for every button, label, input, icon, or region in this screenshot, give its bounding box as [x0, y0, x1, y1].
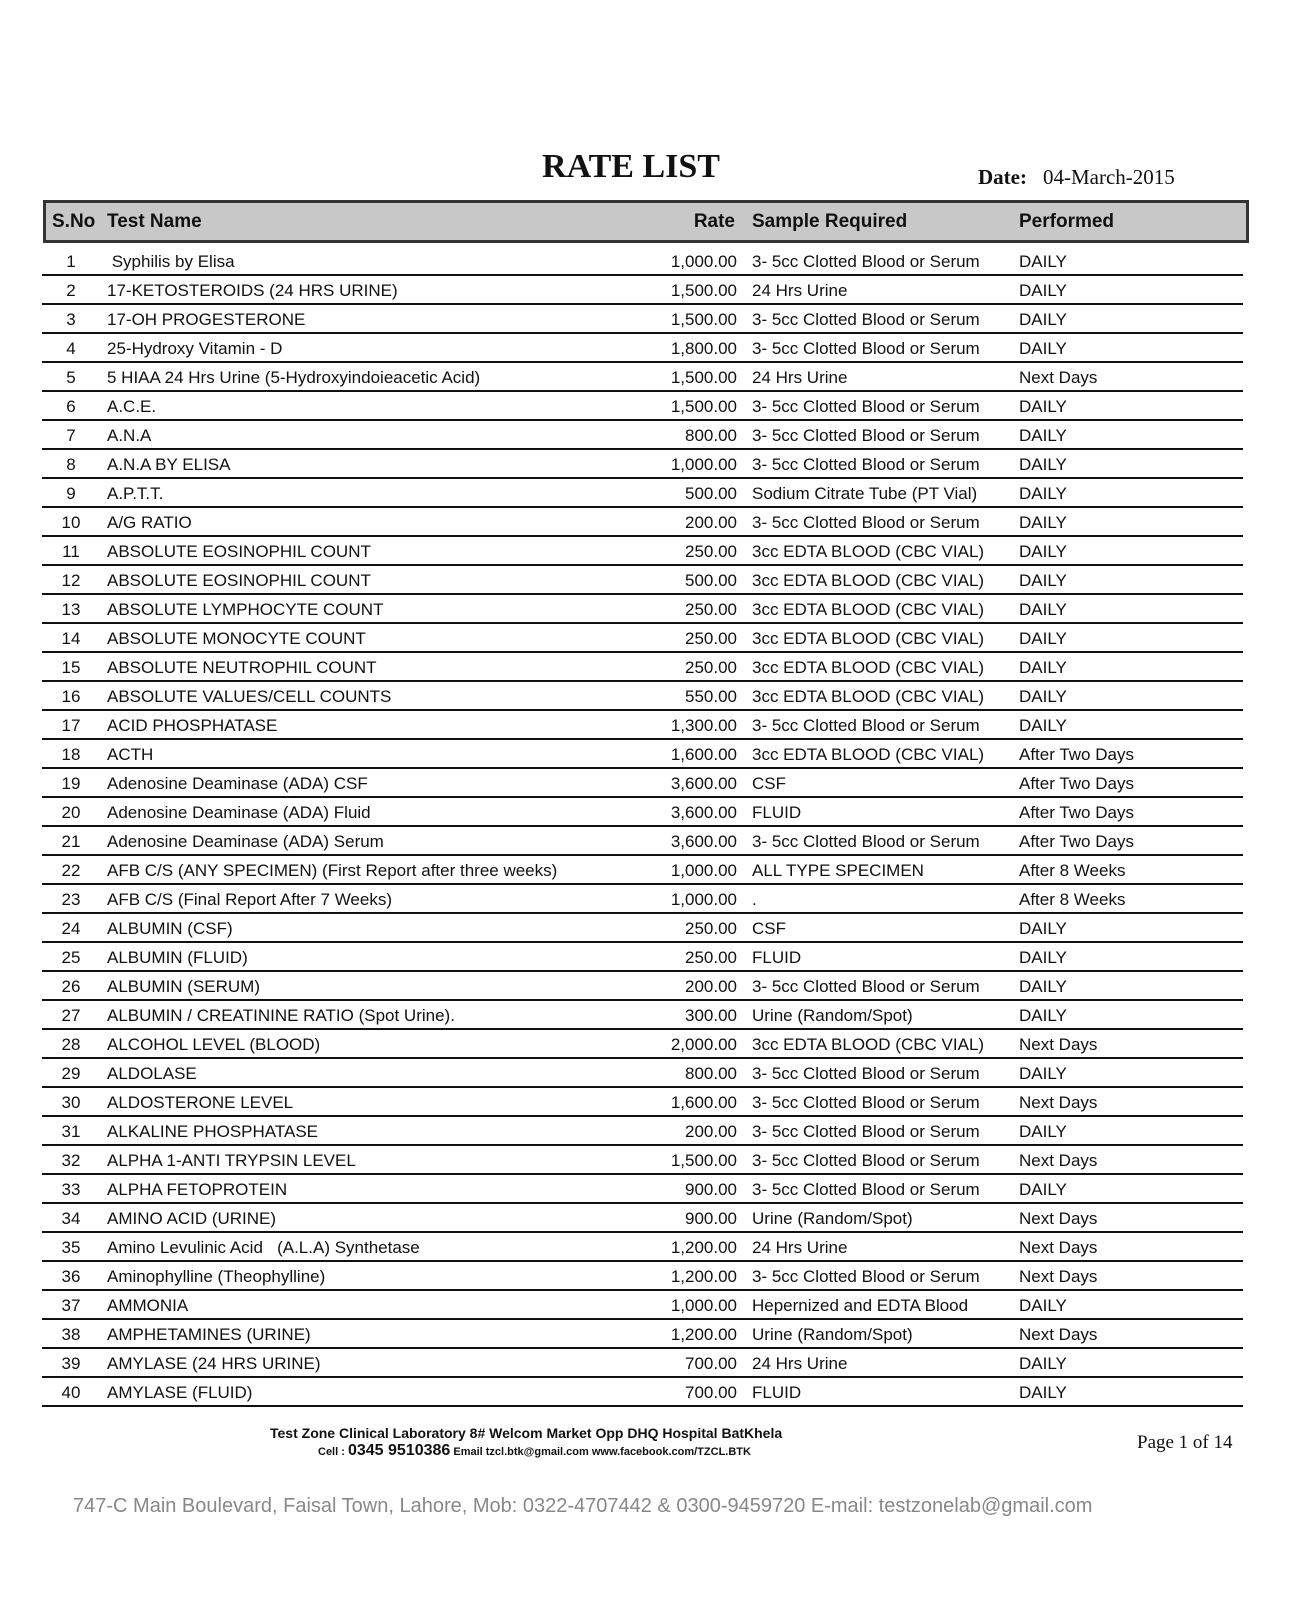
test-name-cell: ALPHA 1-ANTI TRYPSIN LEVEL [107, 1151, 356, 1170]
sno-cell: 12 [61, 571, 81, 590]
test-name-cell: 5 HIAA 24 Hrs Urine (5-Hydroxyindoieacetic Acid) [107, 368, 481, 387]
test-name-cell: ABSOLUTE LYMPHOCYTE COUNT [107, 600, 384, 619]
table-row [42, 1291, 1243, 1320]
test-name-cell: ALCOHOL LEVEL (BLOOD) [107, 1035, 321, 1054]
header-rate: Rate [693, 211, 735, 232]
header-performed: Performed [1019, 211, 1115, 232]
rate-cell: 1,500.00 [670, 310, 737, 329]
performed-cell: DAILY [1019, 1383, 1067, 1402]
sample-cell: CSF [752, 919, 786, 938]
sample-cell: 3cc EDTA BLOOD (CBC VIAL) [752, 571, 985, 590]
sno-cell: 20 [61, 803, 81, 822]
test-name-cell: ABSOLUTE NEUTROPHIL COUNT [107, 658, 377, 677]
sample-cell: 3cc EDTA BLOOD (CBC VIAL) [752, 687, 985, 706]
table-row [42, 450, 1243, 479]
sno-cell: 19 [61, 774, 81, 793]
performed-cell: DAILY [1019, 600, 1067, 619]
table-row [42, 479, 1243, 508]
table-header [43, 200, 1249, 243]
performed-cell: DAILY [1019, 484, 1067, 503]
sample-cell: 24 Hrs Urine [752, 1354, 848, 1373]
performed-cell: DAILY [1019, 339, 1067, 358]
date-value: 04-March-2015 [1042, 165, 1175, 189]
sample-cell: 3- 5cc Clotted Blood or Serum [752, 977, 980, 996]
sample-cell: 3- 5cc Clotted Blood or Serum [752, 252, 980, 271]
cell-label: Cell : [318, 1446, 345, 1458]
sno-cell: 5 [66, 368, 76, 387]
rate-table [42, 247, 1243, 1407]
table-row [42, 856, 1243, 885]
rate-cell: 700.00 [685, 1383, 737, 1402]
performed-cell: DAILY [1019, 513, 1067, 532]
test-name-cell: 25-Hydroxy Vitamin - D [107, 339, 283, 358]
rate-cell: 250.00 [685, 658, 737, 677]
test-name-cell: ALBUMIN (FLUID) [107, 948, 248, 967]
sno-cell: 14 [61, 629, 81, 648]
rate-cell: 1,500.00 [670, 281, 737, 300]
sample-cell: 3- 5cc Clotted Blood or Serum [752, 310, 980, 329]
sno-cell: 15 [61, 658, 81, 677]
table-row [42, 1146, 1243, 1175]
table-row [42, 305, 1243, 334]
table-row [42, 740, 1243, 769]
test-name-cell: AMINO ACID (URINE) [107, 1209, 277, 1228]
performed-cell: DAILY [1019, 455, 1067, 474]
table-row [42, 769, 1243, 798]
sample-cell: 3- 5cc Clotted Blood or Serum [752, 1180, 980, 1199]
test-name-cell: ALPHA FETOPROTEIN [107, 1180, 288, 1199]
rate-cell: 500.00 [685, 571, 737, 590]
rate-cell: 1,200.00 [670, 1238, 737, 1257]
rate-cell: 250.00 [685, 919, 737, 938]
test-name-cell: A.C.E. [107, 397, 157, 416]
performed-cell: DAILY [1019, 658, 1067, 677]
address: 747-C Main Boulevard, Faisal Town, Lahore, Mob: 0322-4707442 & 0300-9459720 E-mail: testzonelab@gmail.com [73, 1495, 1093, 1517]
sno-cell: 6 [66, 397, 76, 416]
sno-cell: 26 [61, 977, 81, 996]
table-row [42, 537, 1243, 566]
performed-cell: After Two Days [1019, 803, 1134, 822]
sno-cell: 7 [66, 426, 76, 445]
rate-cell: 1,200.00 [670, 1267, 737, 1286]
table-row [42, 914, 1243, 943]
sample-cell: FLUID [752, 948, 802, 967]
rate-cell: 700.00 [685, 1354, 737, 1373]
sample-cell: Urine (Random/Spot) [752, 1006, 913, 1025]
sno-cell: 31 [61, 1122, 81, 1141]
rate-cell: 3,600.00 [670, 803, 737, 822]
sno-cell: 28 [61, 1035, 81, 1054]
sno-cell: 32 [61, 1151, 81, 1170]
test-name-cell: ABSOLUTE VALUES/CELL COUNTS [107, 687, 392, 706]
rate-cell: 250.00 [685, 542, 737, 561]
test-name-cell: Syphilis by Elisa [107, 252, 235, 271]
sno-cell: 34 [61, 1209, 81, 1228]
performed-cell: DAILY [1019, 716, 1067, 735]
performed-cell: DAILY [1019, 252, 1067, 271]
sno-cell: 9 [66, 484, 76, 503]
test-name-cell: A.N.A BY ELISA [107, 455, 231, 474]
performed-cell: DAILY [1019, 1296, 1067, 1315]
sno-cell: 33 [61, 1180, 81, 1199]
table-row [42, 1233, 1243, 1262]
sample-cell: 3- 5cc Clotted Blood or Serum [752, 1151, 980, 1170]
rate-cell: 1,000.00 [670, 861, 737, 880]
sno-cell: 13 [61, 600, 81, 619]
table-row [42, 1001, 1243, 1030]
test-name-cell: ALBUMIN (SERUM) [107, 977, 261, 996]
test-name-cell: AMPHETAMINES (URINE) [107, 1325, 311, 1344]
cell-number: 0345 9510386 [347, 1442, 451, 1459]
performed-cell: DAILY [1019, 1354, 1067, 1373]
sample-cell: 3- 5cc Clotted Blood or Serum [752, 1093, 980, 1112]
sample-cell: 3cc EDTA BLOOD (CBC VIAL) [752, 542, 985, 561]
rate-cell: 1,500.00 [670, 1151, 737, 1170]
table-row [42, 363, 1243, 392]
sample-cell: 3- 5cc Clotted Blood or Serum [752, 1064, 980, 1083]
rate-cell: 3,600.00 [670, 774, 737, 793]
test-name-cell: AMMONIA [107, 1296, 189, 1315]
page-number: Page 1 of 14 [1137, 1432, 1233, 1453]
sno-cell: 3 [66, 310, 76, 329]
test-name-cell: AMYLASE (24 HRS URINE) [107, 1354, 321, 1373]
sno-cell: 35 [61, 1238, 81, 1257]
sno-cell: 17 [61, 716, 81, 735]
performed-cell: Next Days [1019, 368, 1098, 387]
rate-cell: 1,500.00 [670, 368, 737, 387]
table-row [42, 624, 1243, 653]
sno-cell: 30 [61, 1093, 81, 1112]
sno-cell: 1 [66, 252, 76, 271]
performed-cell: DAILY [1019, 948, 1067, 967]
table-row [42, 827, 1243, 856]
test-name-cell: ALDOSTERONE LEVEL [107, 1093, 294, 1112]
table-row [42, 1030, 1243, 1059]
performed-cell: Next Days [1019, 1035, 1098, 1054]
table-row [42, 1088, 1243, 1117]
performed-cell: After Two Days [1019, 745, 1134, 764]
rate-cell: 2,000.00 [670, 1035, 737, 1054]
test-name-cell: AMYLASE (FLUID) [107, 1383, 253, 1402]
rate-cell: 900.00 [685, 1180, 737, 1199]
sno-cell: 11 [62, 542, 80, 561]
lab-contact [318, 1442, 751, 1460]
sample-cell: Sodium Citrate Tube (PT Vial) [752, 484, 978, 503]
sno-cell: 40 [61, 1383, 81, 1402]
performed-cell: DAILY [1019, 281, 1067, 300]
sno-cell: 4 [66, 339, 76, 358]
table-row [42, 276, 1243, 305]
rate-cell: 1,000.00 [670, 252, 737, 271]
sample-cell: CSF [752, 774, 786, 793]
sno-cell: 38 [61, 1325, 81, 1344]
performed-cell: DAILY [1019, 1006, 1067, 1025]
sample-cell: FLUID [752, 803, 802, 822]
table-row [42, 943, 1243, 972]
table-row [42, 392, 1243, 421]
sno-cell: 37 [61, 1296, 81, 1315]
test-name-cell: ALBUMIN / CREATININE RATIO (Spot Urine). [107, 1006, 455, 1025]
test-name-cell: A/G RATIO [107, 513, 192, 532]
rate-cell: 500.00 [685, 484, 737, 503]
table-row [42, 711, 1243, 740]
rate-cell: 1,000.00 [670, 455, 737, 474]
sample-cell: 3- 5cc Clotted Blood or Serum [752, 1267, 980, 1286]
performed-cell: Next Days [1019, 1267, 1098, 1286]
performed-cell: Next Days [1019, 1325, 1098, 1344]
sample-cell: 3- 5cc Clotted Blood or Serum [752, 455, 980, 474]
rate-cell: 1,200.00 [670, 1325, 737, 1344]
performed-cell: DAILY [1019, 397, 1067, 416]
rate-cell: 1,000.00 [670, 1296, 737, 1315]
rate-cell: 1,300.00 [670, 716, 737, 735]
date [978, 165, 1175, 190]
performed-cell: DAILY [1019, 542, 1067, 561]
performed-cell: DAILY [1019, 426, 1067, 445]
test-name-cell: AFB C/S (Final Report After 7 Weeks) [107, 890, 392, 909]
sample-cell: Urine (Random/Spot) [752, 1209, 913, 1228]
test-name-cell: A.N.A [107, 426, 152, 445]
sno-cell: 8 [66, 455, 76, 474]
rate-cell: 1,800.00 [670, 339, 737, 358]
date-label: Date: [978, 165, 1027, 189]
sample-cell: Urine (Random/Spot) [752, 1325, 913, 1344]
header-sno: S.No [52, 211, 96, 232]
sno-cell: 25 [61, 948, 81, 967]
test-name-cell: AFB C/S (ANY SPECIMEN) (First Report after three weeks) [107, 861, 558, 880]
rate-cell: 1,600.00 [670, 1093, 737, 1112]
performed-cell: Next Days [1019, 1151, 1098, 1170]
table-row [42, 653, 1243, 682]
table-row [42, 798, 1243, 827]
table-row [42, 508, 1243, 537]
sample-cell: 3- 5cc Clotted Blood or Serum [752, 513, 980, 532]
sample-cell: 3cc EDTA BLOOD (CBC VIAL) [752, 658, 985, 677]
table-row [42, 334, 1243, 363]
performed-cell: Next Days [1019, 1093, 1098, 1112]
sample-cell: FLUID [752, 1383, 802, 1402]
page-title: RATE LIST [542, 148, 720, 185]
header-sample: Sample Required [752, 211, 908, 232]
sno-cell: 10 [61, 513, 81, 532]
test-name-cell: ABSOLUTE MONOCYTE COUNT [107, 629, 366, 648]
table-row [42, 566, 1243, 595]
performed-cell: After Two Days [1019, 774, 1134, 793]
table-row [42, 1320, 1243, 1349]
sample-cell: Hepernized and EDTA Blood [752, 1296, 969, 1315]
test-name-cell: ACTH [107, 745, 154, 764]
rate-cell: 3,600.00 [670, 832, 737, 851]
table-row [42, 1117, 1243, 1146]
sample-cell: 3cc EDTA BLOOD (CBC VIAL) [752, 600, 985, 619]
performed-cell: DAILY [1019, 977, 1067, 996]
sno-cell: 18 [61, 745, 81, 764]
test-name-cell: ABSOLUTE EOSINOPHIL COUNT [107, 571, 371, 590]
table-row [42, 1175, 1243, 1204]
rate-cell: 800.00 [685, 1064, 737, 1083]
sno-cell: 21 [61, 832, 81, 851]
test-name-cell: Adenosine Deaminase (ADA) Fluid [107, 803, 371, 822]
rate-cell: 200.00 [685, 977, 737, 996]
sno-cell: 39 [61, 1354, 81, 1373]
sample-cell: 3- 5cc Clotted Blood or Serum [752, 339, 980, 358]
sample-cell: 3- 5cc Clotted Blood or Serum [752, 426, 980, 445]
performed-cell: Next Days [1019, 1209, 1098, 1228]
performed-cell: DAILY [1019, 310, 1067, 329]
sample-cell: 3cc EDTA BLOOD (CBC VIAL) [752, 745, 985, 764]
table-row [42, 682, 1243, 711]
sno-cell: 22 [61, 861, 81, 880]
rate-cell: 1,600.00 [670, 745, 737, 764]
test-name-cell: A.P.T.T. [107, 484, 164, 503]
rate-cell: 300.00 [685, 1006, 737, 1025]
sample-cell: 3cc EDTA BLOOD (CBC VIAL) [752, 1035, 985, 1054]
table-row [42, 1204, 1243, 1233]
sno-cell: 29 [61, 1064, 81, 1083]
header-test-name: Test Name [107, 211, 202, 232]
sample-cell: 3- 5cc Clotted Blood or Serum [752, 397, 980, 416]
sample-cell: 24 Hrs Urine [752, 1238, 848, 1257]
lab-name: Test Zone Clinical Laboratory 8# Welcom Market Opp DHQ Hospital BatKhela [270, 1425, 783, 1441]
test-name-cell: ACID PHOSPHATASE [107, 716, 278, 735]
sample-cell: 3- 5cc Clotted Blood or Serum [752, 832, 980, 851]
table-row [42, 421, 1243, 450]
performed-cell: After 8 Weeks [1019, 890, 1126, 909]
test-name-cell: Aminophylline (Theophylline) [107, 1267, 326, 1286]
test-name-cell: ALBUMIN (CSF) [107, 919, 233, 938]
table-row [42, 595, 1243, 624]
table-row [42, 1262, 1243, 1291]
rate-cell: 900.00 [685, 1209, 737, 1228]
sample-cell: 3- 5cc Clotted Blood or Serum [752, 1122, 980, 1141]
performed-cell: DAILY [1019, 1064, 1067, 1083]
table-row [42, 885, 1243, 914]
table-row [42, 1349, 1243, 1378]
rate-cell: 550.00 [685, 687, 737, 706]
test-name-cell: ABSOLUTE EOSINOPHIL COUNT [107, 542, 371, 561]
email-web: Email tzcl.btk@gmail.com www.facebook.com/TZCL.BTK [453, 1446, 751, 1458]
table-row [42, 1059, 1243, 1088]
rate-cell: 200.00 [685, 1122, 737, 1141]
test-name-cell: 17-KETOSTEROIDS (24 HRS URINE) [107, 281, 398, 300]
sample-cell: ALL TYPE SPECIMEN [752, 861, 924, 880]
performed-cell: After Two Days [1019, 832, 1134, 851]
rate-cell: 800.00 [685, 426, 737, 445]
rate-cell: 1,000.00 [670, 890, 737, 909]
performed-cell: DAILY [1019, 1180, 1067, 1199]
performed-cell: DAILY [1019, 1122, 1067, 1141]
sample-cell: 3- 5cc Clotted Blood or Serum [752, 716, 980, 735]
rate-cell: 250.00 [685, 948, 737, 967]
performed-cell: DAILY [1019, 687, 1067, 706]
rate-cell: 200.00 [685, 513, 737, 532]
test-name-cell: Adenosine Deaminase (ADA) CSF [107, 774, 368, 793]
sno-cell: 24 [61, 919, 81, 938]
sample-cell: . [752, 890, 757, 909]
test-name-cell: Amino Levulinic Acid (A.L.A) Synthetase [107, 1238, 420, 1257]
test-name-cell: ALDOLASE [107, 1064, 197, 1083]
rate-cell: 250.00 [685, 600, 737, 619]
sno-cell: 23 [61, 890, 81, 909]
sno-cell: 2 [66, 281, 76, 300]
sno-cell: 36 [61, 1267, 81, 1286]
rate-cell: 1,500.00 [670, 397, 737, 416]
test-name-cell: 17-OH PROGESTERONE [107, 310, 306, 329]
sno-cell: 16 [61, 687, 81, 706]
sample-cell: 24 Hrs Urine [752, 281, 848, 300]
rate-cell: 250.00 [685, 629, 737, 648]
performed-cell: Next Days [1019, 1238, 1098, 1257]
table-row [42, 972, 1243, 1001]
performed-cell: After 8 Weeks [1019, 861, 1126, 880]
test-name-cell: ALKALINE PHOSPHATASE [107, 1122, 318, 1141]
performed-cell: DAILY [1019, 919, 1067, 938]
table-row [42, 247, 1243, 276]
performed-cell: DAILY [1019, 629, 1067, 648]
sample-cell: 3cc EDTA BLOOD (CBC VIAL) [752, 629, 985, 648]
test-name-cell: Adenosine Deaminase (ADA) Serum [107, 832, 384, 851]
sample-cell: 24 Hrs Urine [752, 368, 848, 387]
performed-cell: DAILY [1019, 571, 1067, 590]
sno-cell: 27 [61, 1006, 81, 1025]
table-row [42, 1378, 1243, 1407]
